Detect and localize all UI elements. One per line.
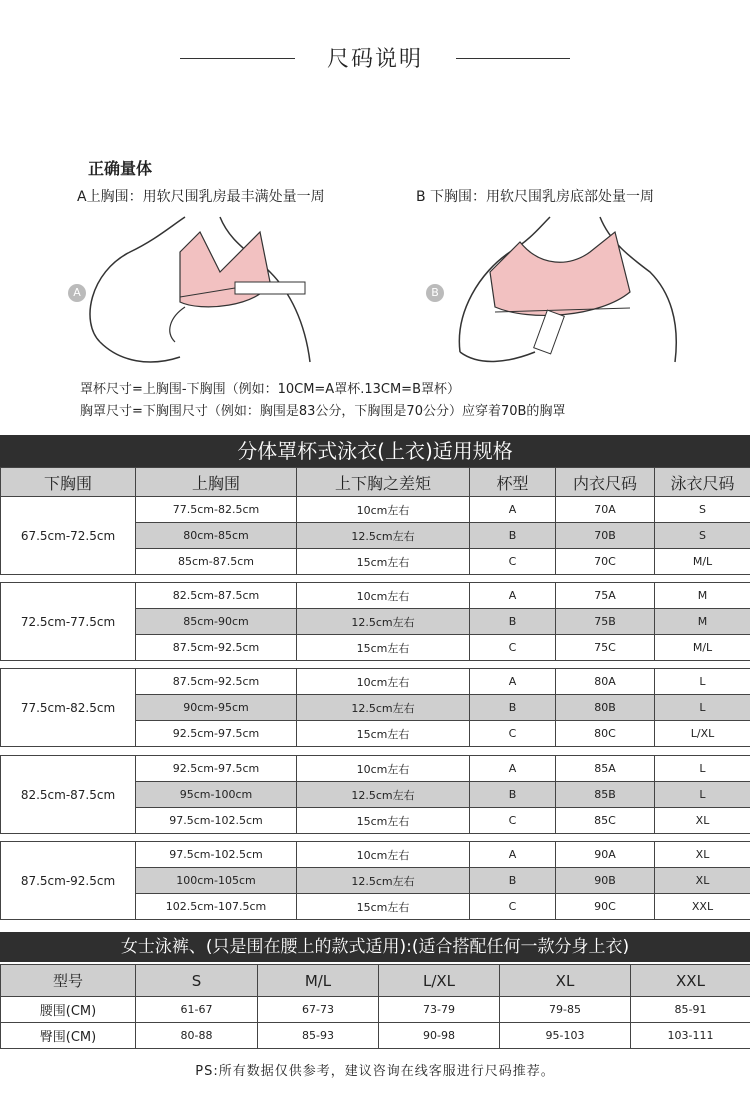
bra-group-5	[0, 841, 750, 920]
bra-cell: M	[655, 609, 750, 635]
bra-row	[1, 842, 750, 868]
bra-cell: 12.5cm左右	[297, 523, 470, 549]
bra-cell: B	[470, 868, 556, 894]
measure-heading: 正确量体	[88, 159, 153, 178]
swim-header-model: 型号	[1, 965, 136, 997]
bra-cell: 77.5cm-82.5cm	[136, 497, 297, 523]
bra-cell: 10cm左右	[297, 583, 470, 609]
bra-cell: L	[655, 782, 750, 808]
measure-b-desc: B 下胸围：用软尺围乳房底部处量一周	[416, 189, 655, 205]
bra-cell: 12.5cm左右	[297, 695, 470, 721]
bra-cell: L	[655, 695, 750, 721]
under-bust-range: 67.5cm-72.5cm	[1, 497, 136, 575]
illustration-b	[440, 212, 700, 372]
bra-cell: L	[655, 756, 750, 782]
bra-cell: 70C	[556, 549, 655, 575]
swim-row-hip	[1, 1023, 750, 1049]
swim-row-label: 腰围(CM)	[1, 997, 136, 1023]
badge-b: B	[426, 284, 444, 302]
header-under-bust: 下胸围	[1, 468, 136, 497]
bra-cell: B	[470, 695, 556, 721]
swim-header-xxl: XXL	[631, 965, 750, 997]
bra-cell: 10cm左右	[297, 497, 470, 523]
bra-cell: L	[655, 669, 750, 695]
bra-cell: 15cm左右	[297, 721, 470, 747]
bra-cell: 87.5cm-92.5cm	[136, 635, 297, 661]
bra-cell: 92.5cm-97.5cm	[136, 756, 297, 782]
bra-cell: 85cm-87.5cm	[136, 549, 297, 575]
bra-cell: C	[470, 894, 556, 920]
bra-row	[1, 583, 750, 609]
bra-cell: 90cm-95cm	[136, 695, 297, 721]
cup-formula: 罩杯尺寸=上胸围-下胸围（例如：10CM=A罩杯.13CM=B罩杯）	[80, 382, 460, 397]
header-difference: 上下胸之差矩	[297, 468, 470, 497]
under-bust-range: 82.5cm-87.5cm	[1, 756, 136, 834]
bra-group-1	[0, 496, 750, 575]
bra-cell: 90C	[556, 894, 655, 920]
bra-cell: B	[470, 523, 556, 549]
swim-header-ml: M/L	[258, 965, 379, 997]
swim-header-s: S	[136, 965, 258, 997]
bra-cell: C	[470, 808, 556, 834]
bra-cell: 10cm左右	[297, 669, 470, 695]
bra-cell: L/XL	[655, 721, 750, 747]
bra-cell: 12.5cm左右	[297, 609, 470, 635]
bra-cell: 95cm-100cm	[136, 782, 297, 808]
bra-cell: 90B	[556, 868, 655, 894]
bra-cell: 70A	[556, 497, 655, 523]
bra-formula: 胸罩尺寸=下胸围尺寸（例如：胸围是83公分，下胸围是70公分）应穿着70B的胸罩	[80, 404, 566, 419]
page-title: 尺码说明	[326, 47, 423, 72]
swim-cell: 85-93	[258, 1023, 379, 1049]
bra-cell: 12.5cm左右	[297, 782, 470, 808]
bra-cell: S	[655, 523, 750, 549]
bra-cell: 10cm左右	[297, 756, 470, 782]
bra-cell: 97.5cm-102.5cm	[136, 808, 297, 834]
under-bust-range: 87.5cm-92.5cm	[1, 842, 136, 920]
bra-cell: 80A	[556, 669, 655, 695]
bra-cell: 85C	[556, 808, 655, 834]
swim-cell: 85-91	[631, 997, 750, 1023]
bra-row	[1, 669, 750, 695]
swim-cell: 103-111	[631, 1023, 750, 1049]
bra-cell: A	[470, 756, 556, 782]
bra-row	[1, 756, 750, 782]
bra-cell: 75A	[556, 583, 655, 609]
bra-cell: 75C	[556, 635, 655, 661]
bra-cell: B	[470, 609, 556, 635]
swim-header-lxl: L/XL	[379, 965, 500, 997]
bra-cell: M/L	[655, 635, 750, 661]
swim-cell: 80-88	[136, 1023, 258, 1049]
bra-cell: 100cm-105cm	[136, 868, 297, 894]
swim-cell: 67-73	[258, 997, 379, 1023]
bra-cell: 75B	[556, 609, 655, 635]
bra-cell: A	[470, 497, 556, 523]
bra-cell: A	[470, 842, 556, 868]
bra-cell: XL	[655, 842, 750, 868]
swim-header-xl: XL	[500, 965, 631, 997]
bra-cell: XL	[655, 868, 750, 894]
bra-cell: B	[470, 782, 556, 808]
bra-cell: 70B	[556, 523, 655, 549]
header-bra-size: 内衣尺码	[556, 468, 655, 497]
bra-cell: 15cm左右	[297, 549, 470, 575]
bra-cell: 87.5cm-92.5cm	[136, 669, 297, 695]
bra-cell: 15cm左右	[297, 894, 470, 920]
bra-cell: XL	[655, 808, 750, 834]
title-rule-right	[456, 58, 570, 59]
bra-cell: 80B	[556, 695, 655, 721]
bra-cell: A	[470, 669, 556, 695]
bra-cell: 85A	[556, 756, 655, 782]
bra-cell: A	[470, 583, 556, 609]
swim-table	[0, 964, 750, 1049]
bra-cell: XXL	[655, 894, 750, 920]
bra-cell: 85cm-90cm	[136, 609, 297, 635]
footer-note: PS:所有数据仅供参考，建议咨询在线客服进行尺码推荐。	[195, 1064, 555, 1079]
header-swim-size: 泳衣尺码	[655, 468, 750, 497]
badge-a: A	[68, 284, 86, 302]
bra-table-title: 分体罩杯式泳衣(上衣)适用规格	[0, 435, 750, 467]
bra-cell: 97.5cm-102.5cm	[136, 842, 297, 868]
bra-cell: 12.5cm左右	[297, 868, 470, 894]
bra-cell: M	[655, 583, 750, 609]
swim-row-label: 臀围(CM)	[1, 1023, 136, 1049]
swim-cell: 61-67	[136, 997, 258, 1023]
bra-row	[1, 497, 750, 523]
swim-cell: 73-79	[379, 997, 500, 1023]
illustration-a	[60, 212, 350, 372]
swim-cell: 90-98	[379, 1023, 500, 1049]
swim-row-waist	[1, 997, 750, 1023]
bra-cell: 102.5cm-107.5cm	[136, 894, 297, 920]
bra-cell: 15cm左右	[297, 808, 470, 834]
bra-cell: 92.5cm-97.5cm	[136, 721, 297, 747]
bra-cell: 10cm左右	[297, 842, 470, 868]
bra-cell: C	[470, 549, 556, 575]
measure-a-desc: A上胸围：用软尺围乳房最丰满处量一周	[77, 189, 325, 205]
swim-cell: 95-103	[500, 1023, 631, 1049]
swim-cell: 79-85	[500, 997, 631, 1023]
bra-cell: 80cm-85cm	[136, 523, 297, 549]
bra-group-2	[0, 582, 750, 661]
bra-group-3	[0, 668, 750, 747]
bra-cell: 82.5cm-87.5cm	[136, 583, 297, 609]
bra-table-header	[0, 467, 750, 497]
header-cup-type: 杯型	[470, 468, 556, 497]
bra-cell: S	[655, 497, 750, 523]
bra-cell: 90A	[556, 842, 655, 868]
bra-group-4	[0, 755, 750, 834]
bra-cell: C	[470, 635, 556, 661]
bra-cell: 80C	[556, 721, 655, 747]
bra-cell: 85B	[556, 782, 655, 808]
bra-cell: M/L	[655, 549, 750, 575]
under-bust-range: 72.5cm-77.5cm	[1, 583, 136, 661]
swim-table-title: 女士泳裤、(只是围在腰上的款式适用):(适合搭配任何一款分身上衣)	[0, 932, 750, 962]
under-bust-range: 77.5cm-82.5cm	[1, 669, 136, 747]
bra-cell: C	[470, 721, 556, 747]
header-over-bust: 上胸围	[136, 468, 297, 497]
bra-cell: 15cm左右	[297, 635, 470, 661]
